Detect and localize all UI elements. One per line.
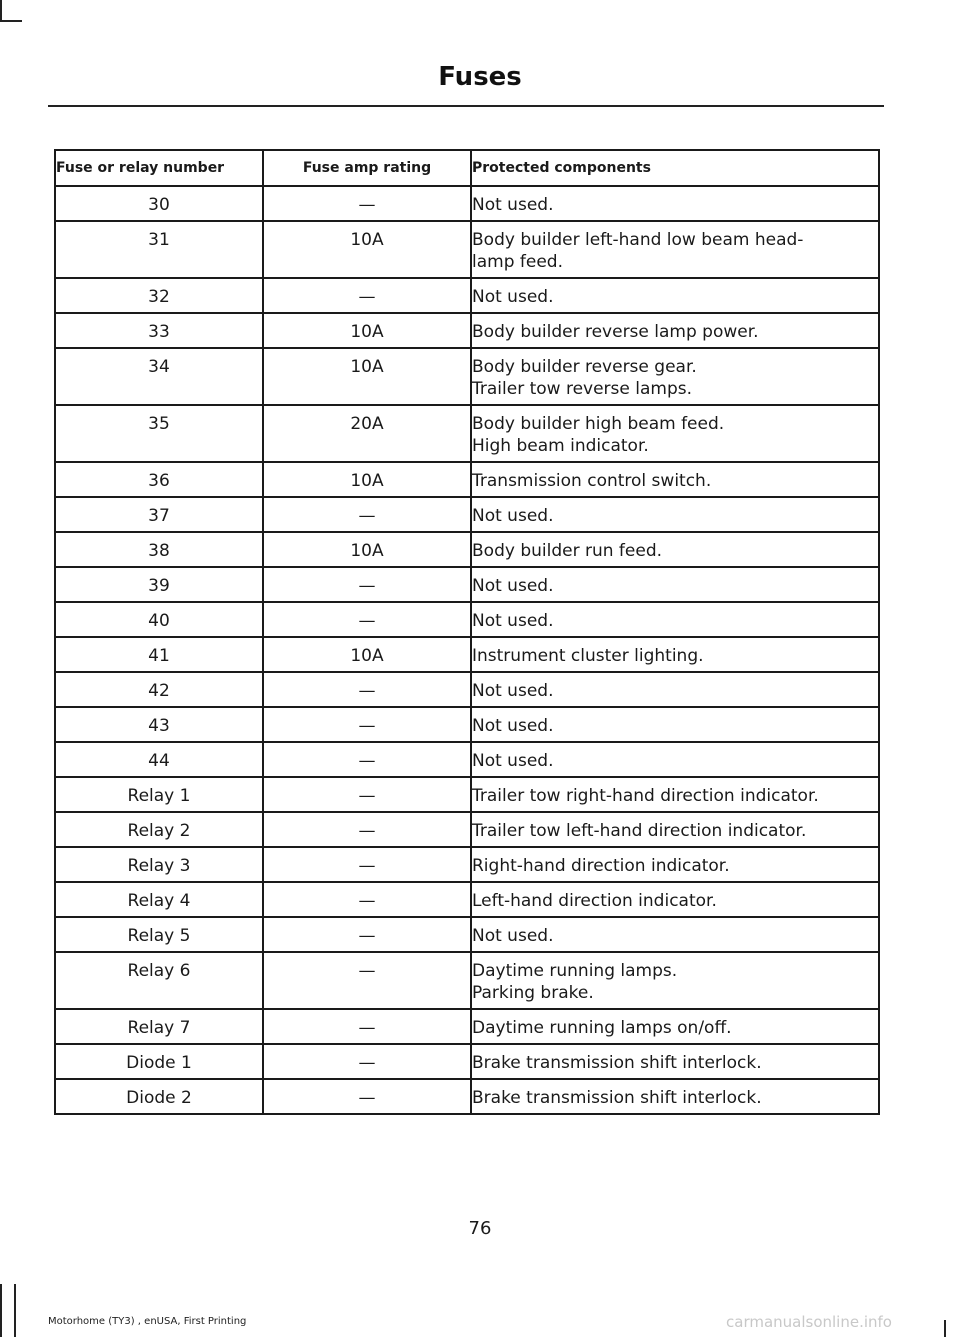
component-line: Not used.: [472, 681, 554, 701]
fuse-number: 36: [55, 462, 263, 497]
protected-components: [471, 602, 879, 637]
protected-components: [471, 777, 879, 812]
component-line: Not used.: [472, 751, 554, 771]
amp-rating: —: [263, 278, 471, 313]
protected-components: [471, 348, 879, 405]
fuse-number: Relay 1: [55, 777, 263, 812]
fuse-number: Relay 6: [55, 952, 263, 1009]
table-row: [55, 405, 879, 462]
table-row: [55, 462, 879, 497]
header-protected-components: Protected components: [471, 150, 879, 186]
amp-rating: —: [263, 186, 471, 221]
protected-components: [471, 707, 879, 742]
header-fuse-number: Fuse or relay number: [55, 150, 263, 186]
component-line: Body builder run feed.: [472, 541, 663, 561]
fuse-number: 41: [55, 637, 263, 672]
fuse-number: 32: [55, 278, 263, 313]
page-number: 76: [468, 1218, 492, 1239]
table-row: [55, 1009, 879, 1044]
table-header-row: [55, 150, 879, 186]
fuse-number: 30: [55, 186, 263, 221]
fuse-number: Relay 4: [55, 882, 263, 917]
component-line: Body builder high beam feed.: [472, 414, 725, 434]
table-row: [55, 532, 879, 567]
crop-mark: [0, 1284, 2, 1337]
amp-rating: 10A: [263, 221, 471, 278]
amp-rating: 10A: [263, 462, 471, 497]
amp-rating: 10A: [263, 637, 471, 672]
fuse-number: 35: [55, 405, 263, 462]
protected-components: [471, 567, 879, 602]
protected-components: [471, 186, 879, 221]
table-row: [55, 742, 879, 777]
protected-components: [471, 882, 879, 917]
footer-text: Motorhome (TY3) , enUSA, First Printing: [48, 1316, 247, 1327]
watermark: carmanualsonline.info: [726, 1313, 892, 1331]
table-row: [55, 882, 879, 917]
component-line: High beam indicator.: [472, 436, 649, 456]
protected-components: [471, 532, 879, 567]
component-line: Not used.: [472, 611, 554, 631]
fuse-number: 43: [55, 707, 263, 742]
amp-rating: —: [263, 1044, 471, 1079]
component-line: Parking brake.: [472, 983, 594, 1003]
amp-rating: —: [263, 672, 471, 707]
protected-components: [471, 917, 879, 952]
table-row: [55, 917, 879, 952]
amp-rating: 20A: [263, 405, 471, 462]
amp-rating: —: [263, 952, 471, 1009]
crop-mark: [0, 20, 22, 22]
table-row: [55, 847, 879, 882]
fuse-number: 42: [55, 672, 263, 707]
component-line: Left-hand direction indicator.: [472, 891, 717, 911]
table-row: [55, 567, 879, 602]
component-line: Daytime running lamps on/off.: [472, 1018, 732, 1038]
protected-components: [471, 637, 879, 672]
amp-rating: —: [263, 567, 471, 602]
amp-rating: —: [263, 1079, 471, 1114]
fuse-number: 44: [55, 742, 263, 777]
amp-rating: —: [263, 917, 471, 952]
component-line: Not used.: [472, 716, 554, 736]
protected-components: [471, 742, 879, 777]
fuse-number: 34: [55, 348, 263, 405]
fuse-number: 39: [55, 567, 263, 602]
component-line: Brake transmission shift interlock.: [472, 1053, 762, 1073]
fuse-number: Relay 3: [55, 847, 263, 882]
protected-components: [471, 278, 879, 313]
amp-rating: —: [263, 497, 471, 532]
protected-components: [471, 497, 879, 532]
component-line: Not used.: [472, 506, 554, 526]
fuse-number: 33: [55, 313, 263, 348]
component-line: Body builder reverse gear.: [472, 357, 697, 377]
fuse-number: Relay 5: [55, 917, 263, 952]
amp-rating: —: [263, 742, 471, 777]
table-row: [55, 497, 879, 532]
fuse-number: 40: [55, 602, 263, 637]
amp-rating: —: [263, 1009, 471, 1044]
protected-components: [471, 847, 879, 882]
amp-rating: —: [263, 882, 471, 917]
table-row: [55, 186, 879, 221]
component-line: Not used.: [472, 195, 554, 215]
component-line: Daytime running lamps.: [472, 961, 678, 981]
fuse-number: Diode 1: [55, 1044, 263, 1079]
component-line: Trailer tow right-hand direction indicator.: [472, 786, 819, 806]
component-line: lamp feed.: [472, 252, 563, 272]
component-line: Body builder reverse lamp power.: [472, 322, 759, 342]
protected-components: [471, 952, 879, 1009]
table-row: [55, 637, 879, 672]
header-amp-rating: Fuse amp rating: [263, 150, 471, 186]
component-line: Trailer tow left-hand direction indicator.: [472, 821, 807, 841]
table-row: [55, 221, 879, 278]
protected-components: [471, 672, 879, 707]
amp-rating: —: [263, 847, 471, 882]
amp-rating: —: [263, 602, 471, 637]
protected-components: [471, 313, 879, 348]
component-line: Brake transmission shift interlock.: [472, 1088, 762, 1108]
table-row: [55, 777, 879, 812]
component-line: Not used.: [472, 576, 554, 596]
fuse-number: Relay 2: [55, 812, 263, 847]
protected-components: [471, 1044, 879, 1079]
fuse-number: Diode 2: [55, 1079, 263, 1114]
amp-rating: —: [263, 707, 471, 742]
protected-components: [471, 1079, 879, 1114]
component-line: Body builder left-hand low beam head-: [472, 230, 804, 250]
fuse-number: 31: [55, 221, 263, 278]
component-line: Instrument cluster lighting.: [472, 646, 704, 666]
crop-mark: [14, 1284, 16, 1337]
fuse-number: 38: [55, 532, 263, 567]
protected-components: [471, 462, 879, 497]
component-line: Not used.: [472, 287, 554, 307]
page-title: Fuses: [438, 62, 522, 92]
amp-rating: 10A: [263, 532, 471, 567]
fuse-number: Relay 7: [55, 1009, 263, 1044]
table-row: [55, 1044, 879, 1079]
table-row: [55, 602, 879, 637]
amp-rating: —: [263, 812, 471, 847]
component-line: Trailer tow reverse lamps.: [472, 379, 693, 399]
protected-components: [471, 221, 879, 278]
fuse-table: [54, 149, 880, 1115]
protected-components: [471, 1009, 879, 1044]
table-row: [55, 1079, 879, 1114]
component-line: Right-hand direction indicator.: [472, 856, 730, 876]
crop-mark: [0, 0, 2, 22]
fuse-number: 37: [55, 497, 263, 532]
component-line: Transmission control switch.: [472, 471, 712, 491]
crop-mark: [944, 1320, 946, 1337]
amp-rating: —: [263, 777, 471, 812]
table-row: [55, 707, 879, 742]
table-row: [55, 812, 879, 847]
component-line: Not used.: [472, 926, 554, 946]
table-row: [55, 672, 879, 707]
table-row: [55, 952, 879, 1009]
amp-rating: 10A: [263, 313, 471, 348]
protected-components: [471, 812, 879, 847]
table-row: [55, 313, 879, 348]
amp-rating: 10A: [263, 348, 471, 405]
table-row: [55, 278, 879, 313]
table-row: [55, 348, 879, 405]
title-divider: [48, 105, 884, 107]
protected-components: [471, 405, 879, 462]
